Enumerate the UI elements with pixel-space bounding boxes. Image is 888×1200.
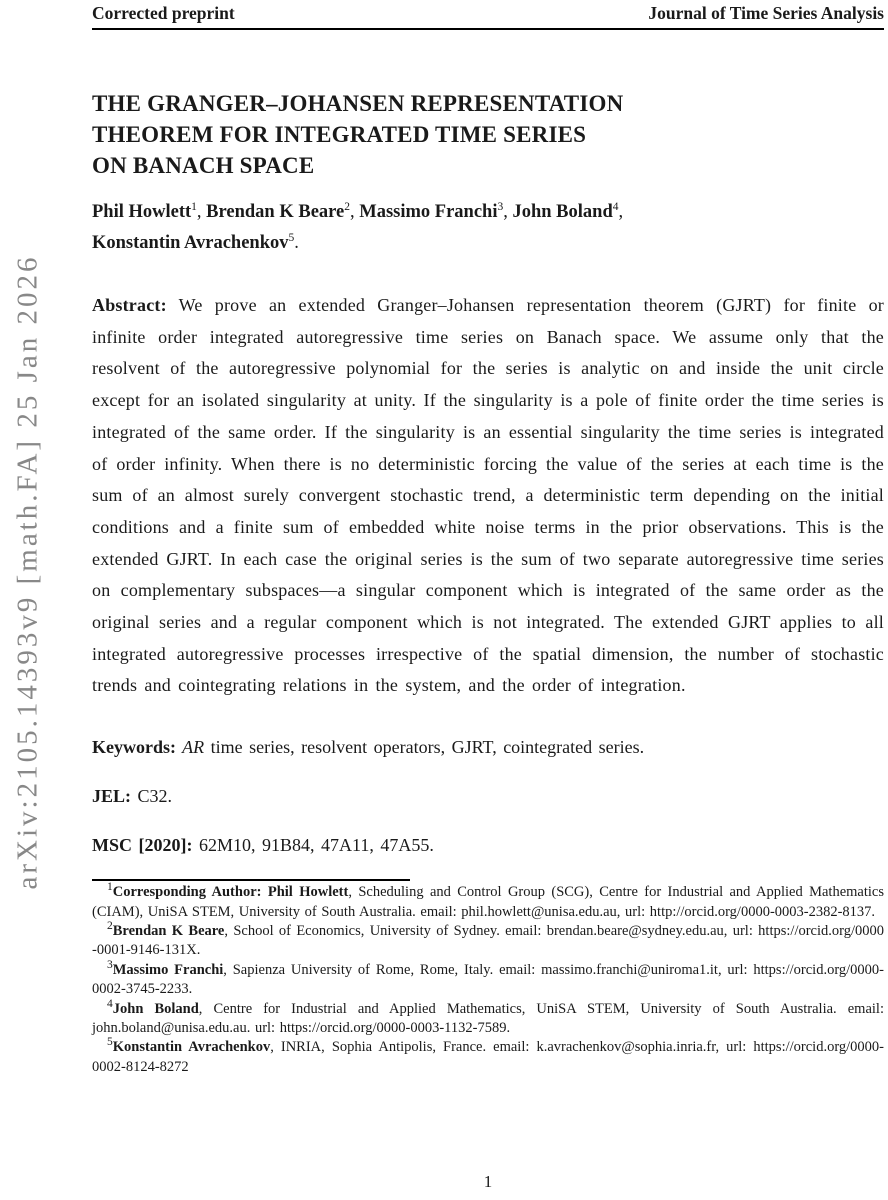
keywords-text: time series, resolvent operators, GJRT, cointegrated series.: [204, 737, 645, 758]
msc-text: 62M10, 91B84, 47A11, 47A55.: [192, 835, 434, 856]
abstract-label: Abstract:: [92, 295, 167, 315]
msc-line: [92, 830, 884, 861]
author-name: John Boland: [512, 202, 613, 222]
abstract-text: We prove an extended Granger–Johansen representation theorem (GJRT) for finite or infinite order integrated autoregressive time series on Banach space. We assume only that the resolvent of the autoregressive polynomial for the series is analytic on and inside the unit circle except for an isolated singularity at unity. If the singularity is a pole of finite order the time series is integrated of the same order. If the singularity is an essential singularity the time series is integrated of order infinity. When there is no deterministic forcing the value of the series at each time is the sum of an almost surely convergent stochastic trend, a deterministic term depending on the initial conditions and a finite sum of embedded white noise terms in the prior observations. This is the extended GJRT. In each case the original series is the sum of two separate autoregressive time series on complementary subspaces—a singular component which is integrated of the same order as the original series and a regular component which is not integrated. The extended GJRT applies to all integrated autoregressive processes irrespective of the spatial dimension, the number of stochastic trends and cointegrating relations in the system, and the order of integration.: [92, 295, 884, 696]
jel-line: [92, 781, 884, 812]
footnote-author: Brendan K Beare: [112, 922, 225, 939]
footnote-text: , Scheduling and Control Group (SCG), Centre for Industrial and Applied Mathematics (CIAM), UniSA STEM, University of South Australia. email: phil.howlett@unisa.edu.au, url: http://orcid.org/0000-0003-2382-8137.: [92, 884, 884, 920]
footnote-4: [92, 997, 884, 1039]
footnote-text: , School of Economics, University of Sydney. email: brendan.beare@sydney.edu.au, url: https://orcid.org/0000 -0001-9146-131X.: [92, 922, 884, 959]
footnote-rule: [92, 879, 410, 881]
keywords-italic-term: AR: [176, 737, 205, 758]
msc-label: MSC [2020]:: [92, 835, 193, 856]
footnotes: [92, 883, 884, 1077]
footnote-author: John Boland: [112, 1000, 199, 1017]
footnote-author: Konstantin Avrachenkov: [112, 1039, 271, 1056]
footnote-5: [92, 1038, 884, 1077]
jel-label: JEL:: [92, 786, 132, 807]
page-number: 1: [483, 1172, 493, 1191]
footnote-marker: 3: [107, 958, 113, 971]
footnote-3: [92, 958, 884, 1000]
paper-title-line-3: ON BANACH SPACE: [92, 153, 315, 178]
author-name: Brendan K Beare: [206, 202, 345, 222]
author-footnote-marker: 4: [612, 200, 619, 213]
footnote-1: [92, 883, 884, 922]
arxiv-stamp: arXiv:2105.14393v9 [math.FA] 25 Jan 2026: [11, 254, 44, 890]
running-header: [92, 0, 884, 30]
author-list: Phil Howlett$^1$, Brendan K Beare$^2$, Massimo Franchi$^3$, John Boland$^4$, Konstantin Avrachenkov$^5$.: [92, 200, 624, 253]
page-content: [92, 0, 884, 1077]
footnote-marker: 2: [107, 920, 113, 933]
author-footnote-marker: 1: [191, 200, 197, 213]
keywords-label: Keywords:: [92, 737, 176, 758]
footnote-marker: 4: [107, 997, 113, 1010]
paper-title-line-2: THEOREM FOR INTEGRATED TIME SERIES: [92, 122, 587, 147]
header-left-label: Corrected preprint: [92, 3, 235, 23]
paper-title-line-1: THE GRANGER–JOHANSEN REPRESENTATION: [92, 91, 624, 116]
footnote-text: , Centre for Industrial and Applied Mathematics, UniSA STEM, University of South Australia. email: john.boland@unisa.edu.au. url: https://orcid.org/0000-0003-1132-7589.: [92, 1000, 884, 1036]
author-name: Phil Howlett: [92, 202, 192, 222]
footnote-author: Corresponding Author: Phil Howlett: [112, 884, 349, 901]
author-footnote-marker: 3: [497, 200, 504, 213]
footnote-marker: 1: [107, 881, 113, 894]
header-right-label: Journal of Time Series Analysis: [648, 3, 884, 23]
author-name: Massimo Franchi: [359, 202, 498, 222]
footnote-text: , INRIA, Sophia Antipolis, France. email: k.avrachenkov@sophia.inria.fr, url: https://orcid.org/0000-0002-8124-8272: [92, 1039, 884, 1075]
keywords-line: [92, 732, 884, 763]
paper-title: [92, 88, 884, 181]
author-footnote-marker: 2: [344, 200, 350, 213]
author-footnote-marker: 5: [288, 231, 295, 244]
footnote-text: , Sapienza University of Rome, Rome, Italy. email: massimo.franchi@uniroma1.it, url: https://orcid.org/0000-0002-3745-2233.: [92, 961, 884, 998]
abstract: [92, 290, 884, 702]
footnote-2: [92, 922, 884, 961]
footnote-author: Massimo Franchi: [112, 961, 224, 978]
jel-text: C32.: [131, 786, 173, 807]
author-name: Konstantin Avrachenkov: [92, 233, 289, 253]
footnote-marker: 5: [107, 1036, 113, 1049]
